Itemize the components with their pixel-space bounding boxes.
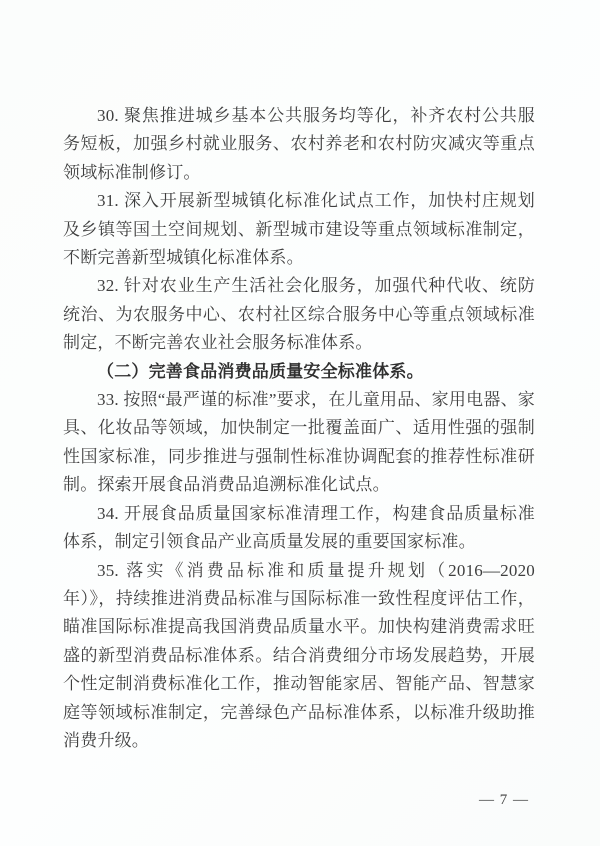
paragraph-33: 33. 按照“最严谨的标准”要求，在儿童用品、家用电器、家具、化妆品等领域，加快制定一批覆盖面广、适用性强的强制性国家标准，同步推进与强制性标准协调配套的推荐性标准研制。探索开展食品消费品追溯标准化试点。 [63,390,535,495]
section-heading-2: （二）完善食品消费品质量安全标准体系。 [97,361,424,381]
paragraph-30: 30. 聚焦推进城乡基本公共服务均等化，补齐农村公共服务短板，加强乡村就业服务、农村养老和农村防灾减灾等重点领域标准制修订。 [63,106,535,182]
paragraph-32: 32. 针对农业生产生活社会化服务，加强代种代收、统防统治、为农服务中心、农村社区综合服务中心等重点领域标准制定，不断完善农业社会服务标准体系。 [63,276,535,353]
page-number: — 7 — [479,792,529,809]
paragraph-34: 34. 开展食品质量国家标准清理工作，构建食品质量标准体系，制定引领食品产业高质量发展的重要国家标准。 [63,503,535,552]
document-body [63,102,535,809]
paragraph-31: 31. 深入开展新型城镇化标准化试点工作，加快村庄规划及乡镇等国土空间规划、新型城市建设等重点领域标准制定，不断完善新型城镇化标准体系。 [63,191,535,268]
paragraph-35: 35. 落实《消费品标准和质量提升规划（2016—2020 年）》，持续推进消费品标准与国际标准一致性程度评估工作，瞄准国际标准提高我国消费品质量水平。加快构建消费需求旺盛的新型消费品标准体系。结合消费细分市场发展趋势，开展个性定制消费标准化工作，推动智能家居、智能产品、智慧家庭等领域标准制定，完善绿色产品标准体系，以标准升级助推消费升级。 [63,560,535,750]
